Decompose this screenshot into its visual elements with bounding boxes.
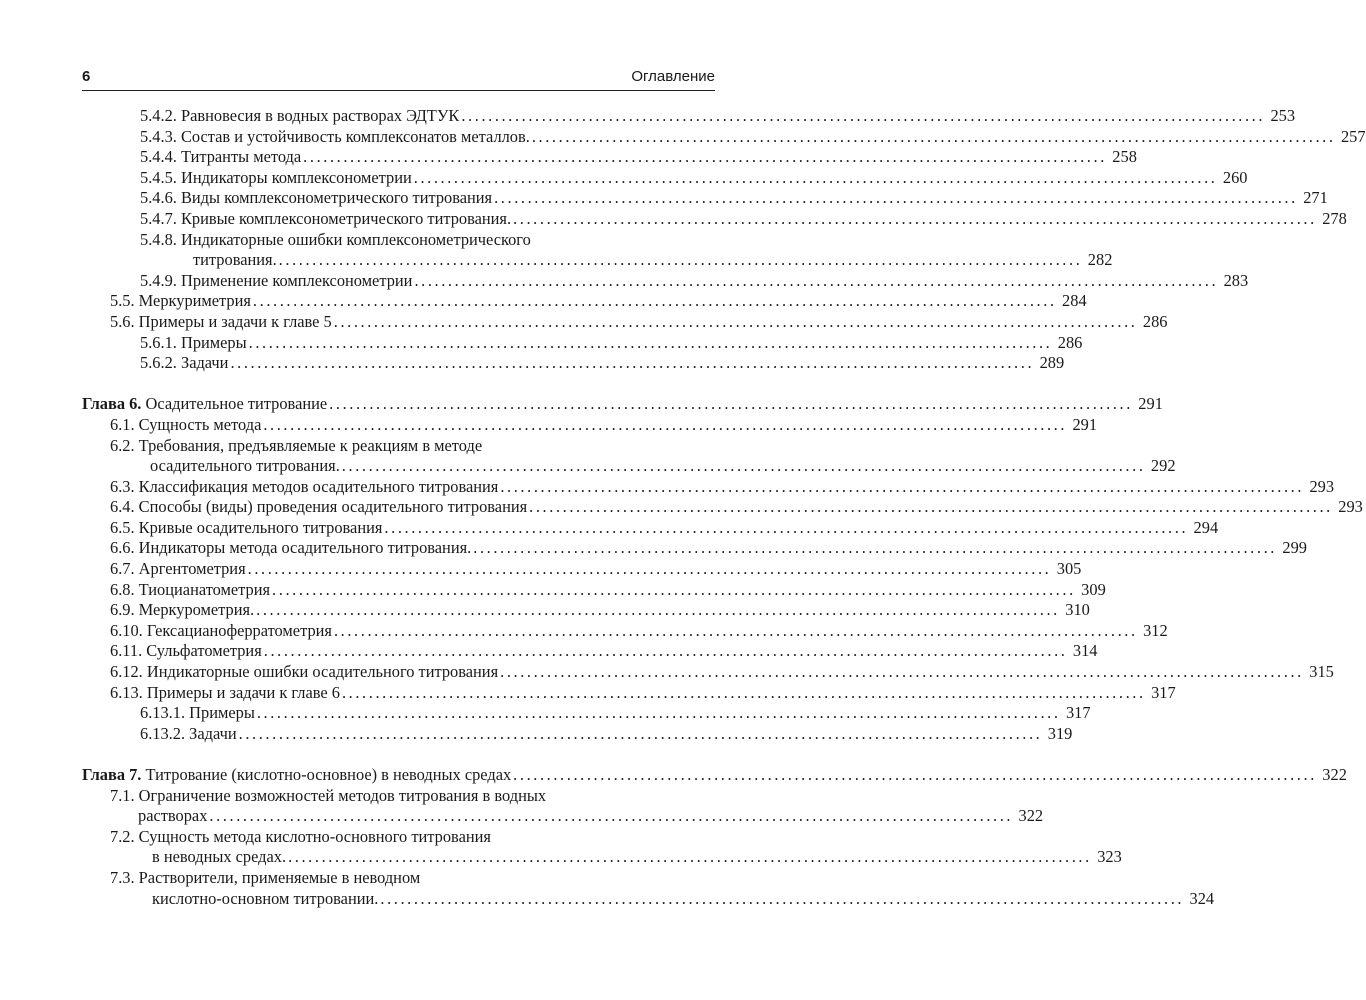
dot-leader: ........................................................................................................................ [461,106,1266,125]
toc-entry [110,476,1335,498]
toc-entry-title: 6.8. Тиоцианатометрия [110,579,271,599]
page-number: 6 [82,68,91,85]
toc-entry-title: 6.9. Меркурометрия. [110,600,255,620]
toc-entry [110,538,1307,559]
toc-entry-title: растворах [138,806,208,826]
toc-entry-page: 305 [1056,559,1082,579]
toc-entry [110,559,1082,580]
toc-entry [110,620,1168,642]
toc-entry [110,682,1176,704]
toc-entry-page: 294 [1193,517,1219,537]
toc-entry-title: 7.2. Сущность метода кислотно-основного титрования [110,826,491,846]
chapter-label: Глава 7. [82,765,142,784]
toc-entry-page: 317 [1151,682,1176,702]
dot-leader: ........................................................................................................................ [256,703,1061,723]
dot-leader: ........................................................................................................................ [380,888,1185,908]
toc-entry-title: в неводных средах. [152,847,287,867]
toc-entry-title: 6.11. Сульфатометрия [110,641,262,661]
dot-leader: ........................................................................................................................ [272,579,1076,599]
dot-leader: ........................................................................................................................ [248,332,1053,352]
toc-entry-title: 6.6. Индикаторы метода осадительного титрования. [110,538,472,558]
toc-entry-page: 293 [1309,476,1335,496]
toc-entry-page: 314 [1072,641,1098,661]
dot-leader: ........................................................................................................................ [230,353,1035,373]
dot-leader: ........................................................................................................................ [513,765,1317,784]
toc-entry-page: 315 [1309,662,1334,682]
toc-entry-continuation [193,250,1113,271]
toc-entry-page: 291 [1138,394,1163,414]
toc-entry-page: 283 [1223,270,1249,290]
toc-entry-page: 310 [1065,600,1090,620]
toc-entry-page: 253 [1270,106,1296,125]
toc-entry-page: 260 [1222,167,1248,187]
toc-entry [110,497,1363,518]
toc-entry [110,600,1090,621]
toc-entry-title: 7.3. Растворители, применяемые в неводном [110,867,421,887]
toc-entry-title: 5.4.6. Виды комплексонометрического титрования [140,188,493,208]
toc-entry [140,703,1091,724]
dot-leader: ........................................................................................................................ [531,126,1336,146]
toc-entry-title: 6.7. Аргентометрия [110,559,246,579]
dot-leader: ........................................................................................................................ [413,167,1218,187]
dot-leader: ........................................................................................................................ [252,291,1057,311]
toc-entry-title: 6.4. Способы (виды) проведения осадительного титрования [110,497,528,517]
dot-leader: ........................................................................................................................ [414,270,1219,290]
toc-entry [140,167,1248,189]
dot-leader: ........................................................................................................................ [529,497,1333,517]
toc-entry-page: 322 [1322,765,1347,784]
section-gap [0,374,800,395]
dot-leader: ........................................................................................................................ [384,517,1189,537]
toc-entry-page: 319 [1047,723,1073,743]
toc-entry-page: 286 [1057,332,1083,352]
toc-entry [140,188,1328,209]
toc-entry-title: 5.6.2. Задачи [140,353,229,373]
toc-entry [110,311,1168,333]
dot-leader: ........................................................................................................................ [329,394,1133,414]
toc-chapter-title [82,394,327,415]
toc-entry-title: 6.2. Требования, предъявляемые к реакциям в методе [110,435,483,455]
dot-leader: ........................................................................................................................ [209,806,1014,826]
toc-entry-page: 258 [1112,147,1137,167]
dot-leader: ........................................................................................................................ [500,476,1305,496]
toc-entry [140,332,1083,354]
toc-entry-page: 291 [1072,414,1098,434]
toc-entry-title: 6.1. Сущность метода [110,414,262,434]
toc-entry-title: 5.5. Меркуриметрия [110,291,251,311]
toc-entry-page: 309 [1081,579,1106,599]
toc-entry-continuation [150,456,1176,477]
toc-entry-title: 5.6.1. Примеры [140,332,247,352]
table-of-contents [0,106,1366,909]
toc-entry-title: 5.4.5. Индикаторы комплексонометрии [140,167,412,187]
toc-entry-title: 6.13.2. Задачи [140,723,237,743]
toc-entry-title: 5.4.8. Индикаторные ошибки комплексонометрического [140,229,531,249]
toc-entry [140,208,1347,230]
toc-entry-title: 6.13.1. Примеры [140,703,255,723]
toc-entry [140,106,1296,127]
dot-leader: ........................................................................................................................ [473,538,1277,558]
toc-entry-page: 324 [1189,888,1215,908]
toc-entry-page: 257 [1340,126,1366,146]
dot-leader: ........................................................................................................................ [247,559,1052,579]
page-header [82,68,715,90]
toc-entry-line [140,230,800,251]
toc-entry [110,662,1334,683]
toc-entry-page: 282 [1087,250,1113,270]
toc-entry-title: титрования. [193,250,277,270]
toc-entry [110,579,1106,601]
chapter-name: Титрование (кислотно-основное) в неводных средах [145,765,512,784]
toc-entry [140,270,1249,292]
toc-entry-title: 5.4.2. Равновесия в водных растворах ЭДТУК [140,106,460,125]
toc-entry-page: 284 [1062,291,1087,311]
toc-entry [110,517,1219,539]
toc-entry-page: 278 [1322,208,1347,228]
dot-leader: ........................................................................................................................ [303,147,1107,167]
dot-leader: ........................................................................................................................ [513,208,1317,228]
dot-leader: ........................................................................................................................ [263,414,1068,434]
toc-entry-title: 5.4.3. Состав и устойчивость комплексонатов металлов. [140,126,530,146]
toc-entry-title: 5.4.4. Титранты метода [140,147,302,167]
toc-entry-page: 293 [1338,497,1363,517]
toc-entry [140,126,1366,148]
toc-entry-page: 299 [1282,538,1307,558]
toc-entry-title: 6.13. Примеры и задачи к главе 6 [110,682,340,702]
dot-leader: ........................................................................................................................ [278,250,1083,270]
dot-leader: ........................................................................................................................ [256,600,1060,620]
toc-entry-title: 6.10. Гексацианоферратометрия [110,620,332,640]
running-title: Оглавление [631,68,715,85]
dot-leader: ........................................................................................................................ [341,682,1146,702]
dot-leader: ........................................................................................................................ [333,620,1138,640]
toc-entry-title: 6.5. Кривые осадительного титрования [110,517,383,537]
dot-leader: ........................................................................................................................ [288,847,1092,867]
toc-entry-continuation [152,847,1122,868]
toc-entry-page: 322 [1018,806,1044,826]
toc-chapter-entry [82,394,1163,415]
dot-leader: ........................................................................................................................ [333,311,1138,331]
toc-entry-line [110,827,800,848]
dot-leader: ........................................................................................................................ [494,188,1298,208]
toc-entry-page: 271 [1303,188,1328,208]
toc-chapter-title [82,765,511,786]
toc-entry-page: 286 [1142,311,1168,331]
dot-leader: ........................................................................................................................ [238,723,1043,743]
toc-entry [140,723,1073,745]
header-rule [82,90,715,91]
toc-entry-title: 5.4.9. Применение комплексонометрии [140,270,413,290]
toc-entry [110,641,1098,662]
chapter-label: Глава 6. [82,394,142,414]
toc-entry-title: 5.6. Примеры и задачи к главе 5 [110,311,332,331]
toc-entry-title: осадительного титрования. [150,456,340,476]
chapter-name: Осадительное титрование [145,394,328,414]
toc-entry [140,353,1065,374]
toc-entry-page: 312 [1143,620,1168,640]
toc-entry-title: 6.3. Классификация методов осадительного титрования [110,476,499,496]
toc-chapter-entry [82,765,1347,786]
toc-entry [140,147,1137,168]
toc-entry-title: 5.4.7. Кривые комплексонометрического титрования. [140,208,512,228]
toc-entry-page: 323 [1097,847,1122,867]
toc-entry [110,414,1098,436]
toc-entry-page: 292 [1150,456,1176,476]
dot-leader: ........................................................................................................................ [263,641,1068,661]
toc-entry-line [110,868,800,889]
toc-entry-page: 317 [1065,703,1091,723]
toc-entry-page: 289 [1039,353,1065,373]
toc-entry-line [110,436,800,457]
toc-entry-continuation [152,888,1215,910]
toc-entry-line [110,786,800,807]
toc-entry [110,291,1087,312]
dot-leader: ........................................................................................................................ [341,456,1146,476]
section-gap [0,744,800,765]
toc-entry-title: кислотно-основном титровании. [152,888,379,908]
toc-entry-continuation [138,806,1044,827]
dot-leader: ........................................................................................................................ [500,662,1304,682]
toc-entry-title: 7.1. Ограничение возможностей методов титрования в водных [110,785,547,805]
toc-entry-title: 6.12. Индикаторные ошибки осадительного титрования [110,662,499,682]
